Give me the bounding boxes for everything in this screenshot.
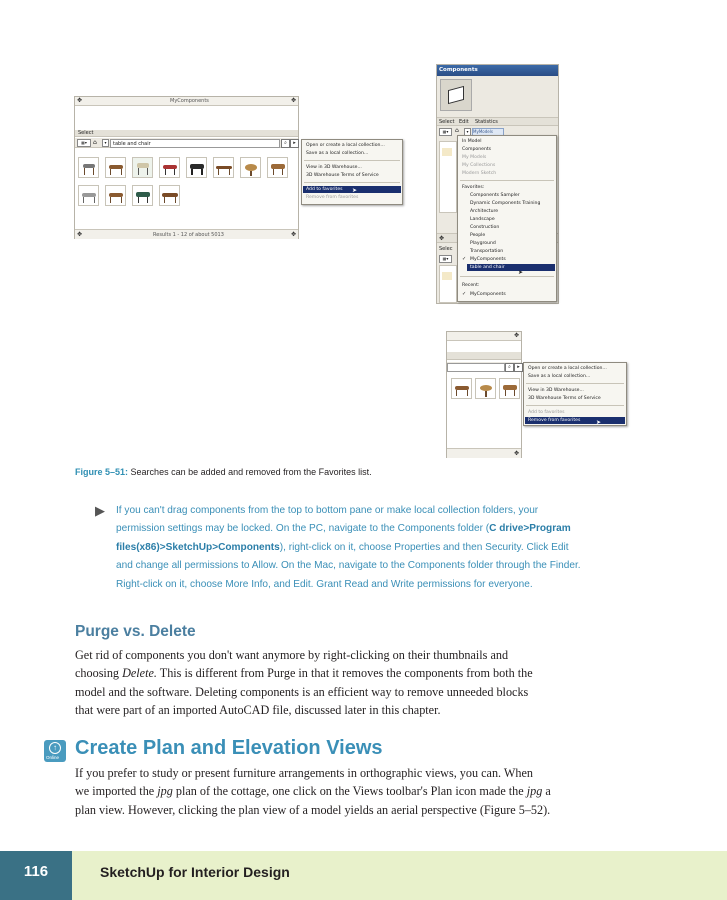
component-preview (440, 79, 472, 111)
tab-edit[interactable]: Edit (459, 119, 469, 125)
lower-pane (439, 141, 457, 213)
favorites-header: Favorites: (462, 185, 485, 190)
cursor-icon: ➤ (352, 187, 358, 194)
menu-separator (460, 276, 554, 277)
menu-item-components-sampler[interactable]: Components Sampler (470, 193, 520, 198)
menu-item-dynamic-components[interactable]: Dynamic Components Training (470, 201, 541, 206)
component-thumbnail[interactable] (267, 157, 288, 178)
menu-item-view-warehouse[interactable]: View in 3D Warehouse... (306, 165, 362, 170)
menu-item-mycomponents[interactable]: MyComponents (470, 257, 506, 262)
menu-item-architecture[interactable]: Architecture (470, 209, 499, 214)
pin-icon[interactable]: ✥ (439, 235, 445, 242)
window-titlebar (447, 332, 521, 341)
menu-item-modern-sketch[interactable]: Modern Sketch (462, 171, 497, 176)
tab-row (437, 117, 558, 126)
pin-icon-right[interactable]: ✥ (513, 332, 519, 339)
component-thumbnail[interactable] (240, 157, 261, 178)
pin-icon[interactable]: ✥ (77, 231, 83, 238)
plan-paragraph: If you prefer to study or present furniture arrangements in orthographic views, you can. When we imported the jpg plan of the cottage, one click on the Views toolbar's Plan icon made the jpg a plan view. However, clicking the plan view of a model yields an aerial perspective (Figure 5–52). (75, 766, 551, 817)
components-titlebar (437, 65, 558, 76)
tip-line: files(x86)>SketchUp>Components), right-click on it, choose Properties and then Security. Click Edit (116, 541, 569, 553)
online-label: Online (46, 755, 60, 760)
menu-item-my-collections[interactable]: My Collections (462, 163, 496, 168)
figure-caption (75, 467, 372, 477)
window-title: MyComponents (170, 98, 209, 104)
component-thumbnail[interactable] (159, 157, 180, 178)
tab-statistics[interactable]: Statistics (475, 119, 498, 125)
tip-note (116, 502, 581, 594)
online-badge[interactable] (44, 740, 66, 762)
search-input[interactable] (447, 363, 505, 372)
menu-item-remove-favorites[interactable]: Remove from favorites (306, 195, 359, 200)
select-tab-row (447, 352, 521, 360)
collection-context-menu (301, 139, 403, 205)
component-thumbnail[interactable] (159, 185, 180, 206)
recent-header: Recent: (462, 283, 480, 288)
results-bar (75, 229, 298, 239)
menu-item-table-and-chair[interactable]: table and chair (467, 264, 555, 271)
pin-icon-right[interactable]: ✥ (290, 231, 296, 238)
nav-dropdown-icon[interactable]: ▾ (464, 128, 471, 136)
menu-separator (460, 180, 554, 181)
search-icon[interactable]: ⌕ (505, 363, 514, 372)
tip-path: files(x86)>SketchUp>Components (116, 541, 280, 553)
view-options-icon[interactable]: ▦▾ (439, 128, 452, 136)
mycomponents-window-remove (446, 331, 522, 458)
menu-item-open-collection[interactable]: Open or create a local collection... (528, 366, 607, 371)
tip-line: permission settings may be locked. On the PC, navigate to the Components folder (C drive>Program (116, 523, 571, 535)
box-icon (448, 86, 464, 104)
pin-icon[interactable]: ✥ (77, 97, 83, 104)
search-input[interactable]: table and chair (110, 139, 280, 148)
menu-separator (526, 383, 624, 384)
page-number: 116 (0, 851, 72, 900)
search-row (75, 138, 298, 148)
figure-label: Figure 5–51: (75, 467, 129, 477)
search-icon[interactable]: ⌕ (281, 139, 290, 148)
pin-icon-right[interactable]: ✥ (513, 450, 519, 457)
section-heading-purge: Purge vs. Delete (75, 623, 196, 640)
menu-item-transportation[interactable]: Transportation (470, 249, 504, 254)
side-select-label: Selec (439, 246, 453, 252)
check-icon: ✓ (462, 291, 467, 297)
home-icon[interactable]: ⌂ (455, 127, 459, 134)
menu-separator (304, 160, 400, 161)
collections-dropdown-menu (457, 135, 557, 302)
details-arrow-icon[interactable]: ▸ (514, 363, 523, 372)
menu-item-playground[interactable]: Playground (470, 241, 496, 246)
tab-select[interactable]: Select (439, 119, 455, 125)
tip-marker-icon: ▶ (95, 503, 105, 518)
components-title: Components (439, 67, 478, 73)
tip-path: C drive>Program (489, 523, 571, 535)
location-dropdown[interactable]: MyModels (472, 128, 504, 136)
window-titlebar (75, 97, 298, 106)
menu-item-construction[interactable]: Construction (470, 225, 500, 230)
component-thumbnail[interactable] (451, 378, 472, 399)
tip-line: Right-click on it, choose More Info, and Edit. Grant Read and Write permissions for everyone. (116, 578, 533, 590)
menu-item-remove-favorites[interactable]: Remove from favorites (525, 417, 625, 424)
pin-icon-right[interactable]: ✥ (290, 97, 296, 104)
purge-paragraph: Get rid of components you don't want anymore by right-clicking on their thumbnails and choosing Delete. This is different from Purge in that it removes the components from both the model and the software. Deleting components is an efficient way to remove unneeded blocks that were part of an imported AutoCAD file, discussed later in this chapter. (75, 648, 533, 717)
select-tab-row (75, 130, 298, 137)
menu-item-in-model[interactable]: In Model (462, 139, 482, 144)
mycomponents-window (74, 96, 299, 239)
lower-results-pane (439, 265, 457, 303)
tab-select[interactable]: Select (78, 130, 94, 136)
results-count: Results 1 - 12 of about 5013 (153, 232, 224, 238)
menu-item-people[interactable]: People (470, 233, 486, 238)
page-footer (0, 851, 727, 900)
menu-item-save-collection[interactable]: Save as a local collection... (528, 374, 591, 379)
component-thumbnail[interactable] (132, 185, 153, 206)
cursor-icon: ➤ (518, 269, 524, 276)
component-thumbnail[interactable] (442, 148, 452, 156)
component-thumbnail[interactable] (499, 378, 520, 399)
menu-item-add-favorites[interactable]: Add to favorites (528, 410, 565, 415)
component-thumbnail[interactable] (105, 185, 126, 206)
results-bar (447, 448, 521, 458)
menu-item-terms[interactable]: 3D Warehouse Terms of Service (306, 173, 379, 178)
menu-item-landscape[interactable]: Landscape (470, 217, 495, 222)
menu-separator (304, 182, 400, 183)
tip-line: and change all permissions to Allow. On the Mac, navigate to the Components folder through the Finder. (116, 560, 581, 572)
section-heading-plan: Create Plan and Elevation Views (75, 737, 383, 759)
collection-context-menu-remove (523, 362, 627, 426)
menu-item-terms[interactable]: 3D Warehouse Terms of Service (528, 396, 601, 401)
search-row (447, 362, 521, 372)
view-options-icon[interactable]: ▦▾ (439, 255, 452, 263)
component-thumbnail[interactable] (78, 185, 99, 206)
menu-item-save-collection[interactable]: Save as a local collection... (306, 151, 369, 156)
view-options-icon[interactable]: ▦▾ (77, 139, 91, 147)
tip-line: If you can't drag components from the top to bottom pane or make local collection folders, your (116, 505, 539, 516)
check-icon: ✓ (462, 256, 467, 262)
menu-item-add-favorites[interactable]: Add to favorites (303, 186, 401, 193)
nav-dropdown-icon[interactable]: ▾ (102, 139, 109, 147)
menu-item-components[interactable]: Components (462, 147, 492, 152)
figure-caption-text: Searches can be added and removed from the Favorites list. (130, 467, 372, 477)
home-icon[interactable]: ⌂ (93, 139, 97, 146)
component-thumbnail[interactable] (442, 272, 452, 280)
component-thumbnail[interactable] (475, 378, 496, 399)
menu-separator (526, 405, 624, 406)
details-arrow-icon[interactable]: ▸ (290, 139, 299, 148)
menu-item-my-models[interactable]: My Models (462, 155, 487, 160)
component-thumbnail[interactable] (213, 157, 234, 178)
menu-item-recent-mycomponents[interactable]: MyComponents (470, 292, 506, 297)
component-thumbnail[interactable] (78, 157, 99, 178)
menu-item-open-collection[interactable]: Open or create a local collection... (306, 143, 385, 148)
component-thumbnail[interactable] (132, 157, 153, 178)
menu-item-view-warehouse[interactable]: View in 3D Warehouse... (528, 388, 584, 393)
cursor-icon: ➤ (596, 419, 602, 426)
arrow-up-icon: ↑ (49, 742, 61, 754)
component-thumbnail[interactable] (105, 157, 126, 178)
component-thumbnail[interactable] (186, 157, 207, 178)
book-title: SketchUp for Interior Design (100, 864, 290, 880)
